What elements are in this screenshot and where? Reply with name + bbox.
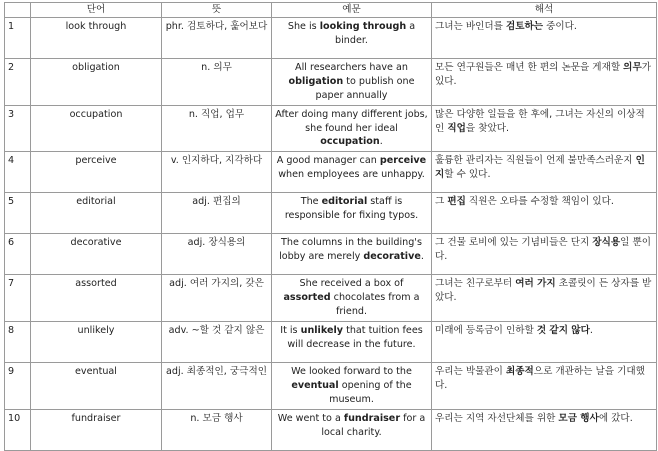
row-number: 1 [5,17,31,58]
row-number: 9 [5,363,31,410]
example-sentence [272,152,432,193]
example-sentence-text: It is [280,325,301,337]
translation-text: 미래에 등록금이 인하할 [435,325,537,337]
translation-text: 으로 개관하는 날을 기대했다. [435,366,645,391]
example-sentence-text: that tuition fees will decrease in the future. [287,325,423,350]
table-row [5,58,657,105]
example-sentence [272,234,432,275]
translation [432,17,657,58]
translation [432,105,657,152]
example-sentence [272,105,432,152]
translation-keyword: 것 같지 않다 [536,325,590,337]
translation [432,363,657,410]
table-row [5,152,657,193]
example-sentence [272,275,432,322]
example-sentence-text: . [420,251,424,263]
example-sentence-keyword: perceive [379,155,427,167]
word-meaning: adj. 여러 가지의, 갖은 [162,275,272,322]
translation [432,275,657,322]
vocab-word: fundraiser [31,409,162,450]
word-meaning: v. 인지하다, 지각하다 [162,152,272,193]
word-meaning: adj. 최종적인, 궁극적인 [162,363,272,410]
example-sentence-text: All researchers have an [295,61,408,73]
example-sentence [272,17,432,58]
translation [432,193,657,234]
example-sentence-text: She is [287,20,320,32]
translation-text: 모든 연구원들은 매년 한 편의 논문을 게재할 [435,61,624,73]
translation-text: 일 뿐이다. [435,237,651,263]
translation-keyword: 의무 [623,61,642,73]
translation-keyword: 최종적 [505,366,534,378]
word-meaning: phr. 검토하다, 훑어보다 [162,17,272,58]
translation-keyword: 여러 가지 [515,278,556,290]
translation [432,152,657,193]
vocab-word: obligation [31,58,162,105]
translation-text: 중이다. [543,20,577,32]
word-meaning: adj. 편집의 [162,193,272,234]
word-meaning: adj. 장식용의 [162,234,272,275]
vocab-word: assorted [31,275,162,322]
example-sentence-text: for a local charity. [321,412,426,438]
row-number: 6 [5,234,31,275]
example-sentence-text: We looked forward to the [291,366,412,378]
translation [432,234,657,275]
word-meaning: n. 모금 행사 [162,409,272,450]
table-row [5,17,657,58]
header-example: 예문 [272,3,432,18]
vocab-word: eventual [31,363,162,410]
example-sentence [272,322,432,363]
table-row [5,363,657,410]
row-number: 5 [5,193,31,234]
example-sentence-text: a binder. [335,20,416,46]
vocab-word: decorative [31,234,162,275]
row-number: 2 [5,58,31,105]
translation-text: . [589,325,593,337]
example-sentence-text: A good manager can [276,155,380,167]
example-sentence-text: After doing many different jobs, she found her ideal [275,108,428,134]
translation [432,58,657,105]
translation-text: 을 찾았다. [465,122,510,134]
word-meaning: n. 직업, 업무 [162,105,272,152]
table-row [5,275,657,322]
word-meaning: n. 의무 [162,58,272,105]
example-sentence-text: The [300,196,322,208]
example-sentence-keyword: looking through [319,20,407,32]
translation-text: 할 수 있다. [444,169,491,181]
translation-text: 우리는 지역 자선단체를 위한 [435,412,559,424]
translation-text: 훌륭한 관리자는 직원들이 언제 불만족스러운지 [435,155,636,167]
header-meaning: 뜻 [162,3,272,18]
example-sentence-keyword: obligation [288,75,344,87]
translation [432,409,657,450]
header-translation: 해석 [432,3,657,18]
vocab-word: look through [31,17,162,58]
translation-keyword: 직업 [447,122,466,134]
example-sentence [272,363,432,410]
translation-text: 그녀는 바인더를 [435,20,506,32]
translation-text: 많은 다양한 일들을 한 후에, 그녀는 자신의 이상적인 [435,108,645,134]
example-sentence [272,193,432,234]
row-number: 4 [5,152,31,193]
translation-text: 초콜릿이 든 상자를 받았다. [435,278,652,304]
translation-text: 그녀는 친구로부터 [435,278,516,290]
vocabulary-table [4,2,657,451]
table-row [5,234,657,275]
translation-keyword: 인지 [435,155,645,181]
vocab-word: editorial [31,193,162,234]
example-sentence [272,58,432,105]
translation-keyword: 장식용 [592,237,621,249]
row-number: 7 [5,275,31,322]
example-sentence-text: . [379,136,383,148]
translation-text: 우리는 박물관이 [435,366,506,378]
example-sentence-text: when employees are unhappy. [278,169,425,181]
row-number: 3 [5,105,31,152]
table-row [5,105,657,152]
translation-text: 직원은 오타를 수정할 책임이 있다. [465,196,614,208]
example-sentence-keyword: occupation [320,136,380,148]
example-sentence-keyword: eventual [291,379,339,391]
example-sentence-text: opening of the museum. [329,379,412,405]
example-sentence-keyword: assorted [283,292,331,304]
vocab-word: occupation [31,105,162,152]
translation-keyword: 편집 [447,196,466,208]
example-sentence-keyword: decorative [363,251,421,263]
example-sentence-text: chocolates from a friend. [330,292,420,318]
header-number [5,3,31,18]
vocab-word: unlikely [31,322,162,363]
header-word: 단어 [31,3,162,18]
translation-text: 그 건물 로비에 있는 기념비들은 단지 [435,237,593,249]
translation [432,322,657,363]
row-number: 8 [5,322,31,363]
example-sentence-text: to publish one paper annually [315,75,415,101]
example-sentence-text: staff is responsible for fixing typos. [284,196,419,222]
table-row [5,409,657,450]
example-sentence [272,409,432,450]
table-row [5,322,657,363]
translation-text: 에 갔다. [598,412,633,424]
word-meaning: adv. ~할 것 같지 않은 [162,322,272,363]
translation-keyword: 검토하는 [505,20,544,32]
example-sentence-keyword: editorial [321,196,368,208]
table-row [5,193,657,234]
translation-text: 그 [435,196,448,208]
vocab-word: perceive [31,152,162,193]
example-sentence-text: The columns in the building's lobby are merely [279,237,422,263]
header-row [5,3,657,18]
translation-text: 가 있다. [435,61,651,87]
example-sentence-text: She received a box of [299,278,404,290]
row-number: 10 [5,409,31,450]
translation-keyword: 모금 행사 [558,412,599,424]
example-sentence-text: We went to a [277,412,344,424]
example-sentence-keyword: unlikely [300,325,344,337]
example-sentence-keyword: fundraiser [343,412,401,424]
